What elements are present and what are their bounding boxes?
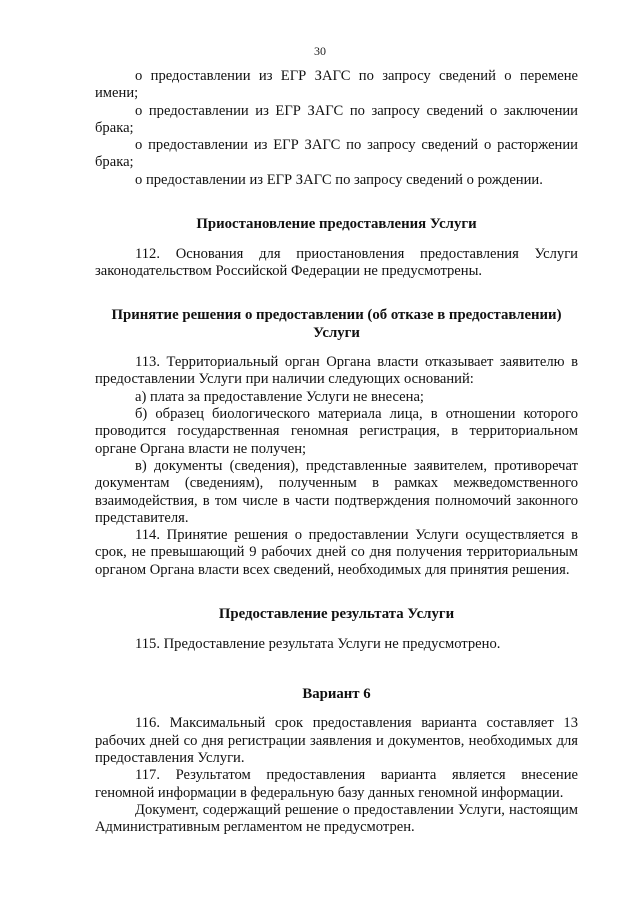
list-item-b: б) образец биологического материала лица, в отношении которого проводится государственная геномная регистрация, в территориальном органе Органа власти не получен; <box>95 406 578 457</box>
paragraph-116: 116. Максимальный срок предоставления варианта составляет 13 рабочих дней со дня регистрации заявления и документов, необходимых для предоставления Услуги. <box>95 715 578 766</box>
list-item-c: в) документы (сведения), представленные заявителем, противоречат документам (сведениям), полученным в рамках межведомственного взаимодействия, в том числе в части подтверждения полномочий законного представителя. <box>95 457 578 526</box>
list-item-a: а) плата за предоставление Услуги не внесена; <box>135 388 424 405</box>
list-item: о предоставлении из ЕГР ЗАГС по запросу сведений о заключении брака; <box>95 102 578 136</box>
paragraph-115: 115. Предоставление результата Услуги не предусмотрено. <box>135 635 501 652</box>
document-body <box>95 68 578 836</box>
paragraph-114: 114. Принятие решения о предоставлении Услуги осуществляется в срок, не превышающий 9 рабочих дней со дня получения территориальным органом Органа власти всех сведений, необходимых для принятия решения. <box>95 527 578 578</box>
paragraph-document: Документ, содержащий решение о предоставлении Услуги, настоящим Административным регламентом не предусмотрен. <box>95 801 578 836</box>
heading-variant-6: Вариант 6 <box>302 685 371 702</box>
paragraph-117: 117. Результатом предоставления варианта является внесение геномной информации в федеральную базу данных геномной информации. <box>95 767 578 801</box>
heading-result: Предоставление результата Услуги <box>218 606 455 623</box>
heading-suspension: Приостановление предоставления Услуги <box>196 216 477 233</box>
page-number: 30 <box>314 44 326 58</box>
list-top <box>95 68 578 189</box>
paragraph-112: 112. Основания для приостановления предоставления Услуги законодательством Российской Федерации не предусмотрены. <box>95 245 578 279</box>
paragraph-113: 113. Территориальный орган Органа власти отказывает заявителю в предоставлении Услуги при наличии следующих оснований: <box>95 354 578 388</box>
heading-decision: Принятие решения о предоставлении (об отказе в предоставлении) Услуги <box>111 307 562 341</box>
list-item: о предоставлении из ЕГР ЗАГС по запросу сведений о рождении. <box>135 171 543 188</box>
list-item: о предоставлении из ЕГР ЗАГС по запросу сведений о перемене имени; <box>95 68 578 102</box>
list-item: о предоставлении из ЕГР ЗАГС по запросу сведений о расторжении брака; <box>95 137 578 171</box>
